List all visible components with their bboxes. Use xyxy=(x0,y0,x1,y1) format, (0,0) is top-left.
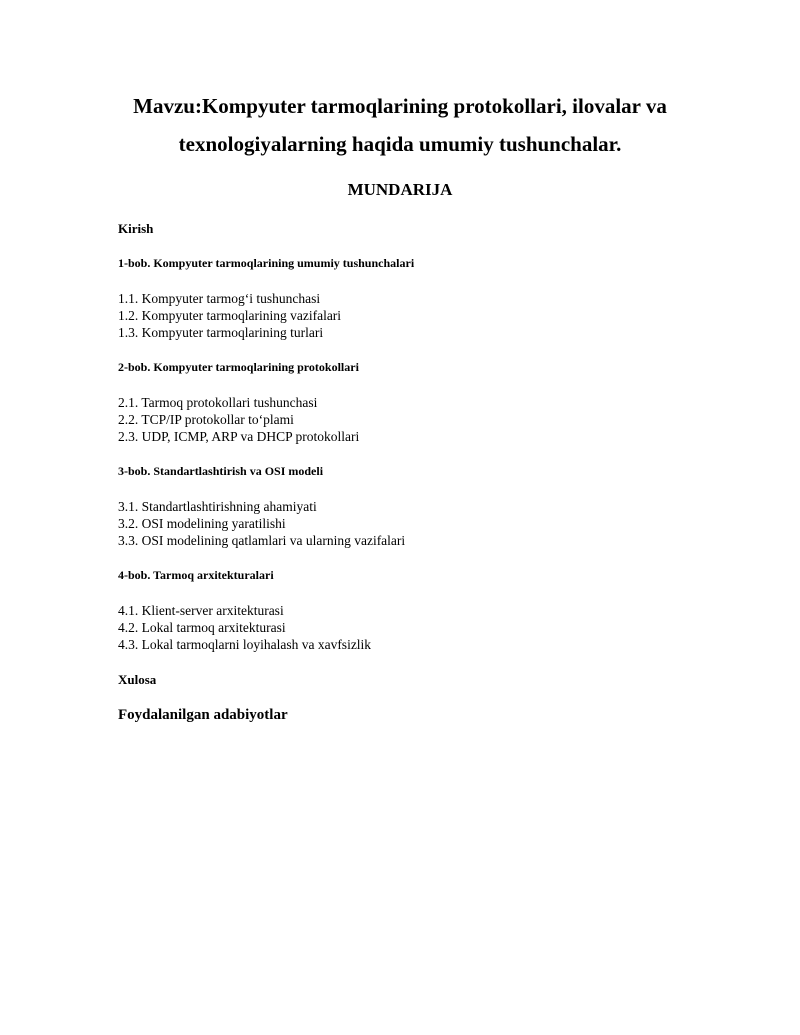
toc-chapter-3 xyxy=(118,464,678,549)
section-item: 2.1. Tarmoq protokollari tushunchasi xyxy=(118,395,318,410)
toc-references: Foydalanilgan adabiyotlar xyxy=(118,707,288,723)
section-item: 1.3. Kompyuter tarmoqlarining turlari xyxy=(118,325,324,340)
section-item: 3.3. OSI modelining qatlamlari va ularning vazifalari xyxy=(118,533,406,548)
section-list xyxy=(118,602,678,653)
section-item: 1.1. Kompyuter tarmog‘i tushunchasi xyxy=(118,291,321,306)
section-item: 3.2. OSI modelining yaratilishi xyxy=(118,516,286,531)
section-item: 2.3. UDP, ICMP, ARP va DHCP protokollari xyxy=(118,429,360,444)
toc-chapter-2 xyxy=(118,360,678,445)
toc-conclusion: Xulosa xyxy=(118,672,157,687)
section-list xyxy=(118,394,678,445)
chapter-title: 3-bob. Standartlashtirish va OSI modeli xyxy=(118,464,324,478)
section-list xyxy=(118,498,678,549)
section-list xyxy=(118,290,678,341)
section-item: 1.2. Kompyuter tarmoqlarining vazifalari xyxy=(118,308,342,323)
section-item: 2.2. TCP/IP protokollar to‘plami xyxy=(118,412,294,427)
chapter-title: 4-bob. Tarmoq arxitekturalari xyxy=(118,568,274,582)
document-title-line-1: Mavzu:Kompyuter tarmoqlarining protokollari, ilovalar va xyxy=(133,94,667,118)
section-item: 4.1. Klient-server arxitekturasi xyxy=(118,603,284,618)
chapter-title: 1-bob. Kompyuter tarmoqlarining umumiy tushunchalari xyxy=(118,256,415,270)
section-item: 3.1. Standartlashtirishning ahamiyati xyxy=(118,499,317,514)
chapter-title: 2-bob. Kompyuter tarmoqlarining protokollari xyxy=(118,360,359,374)
section-item: 4.2. Lokal tarmoq arxitekturasi xyxy=(118,620,286,635)
table-of-contents xyxy=(118,221,678,724)
document-title-line-2: texnologiyalarning haqida umumiy tushunchalar. xyxy=(178,132,622,156)
toc-chapter-4 xyxy=(118,568,678,653)
toc-chapter-1 xyxy=(118,256,678,341)
section-item: 4.3. Lokal tarmoqlarni loyihalash va xavfsizlik xyxy=(118,637,372,652)
table-of-contents-heading: MUNDARIJA xyxy=(347,180,453,199)
toc-introduction: Kirish xyxy=(118,221,154,236)
